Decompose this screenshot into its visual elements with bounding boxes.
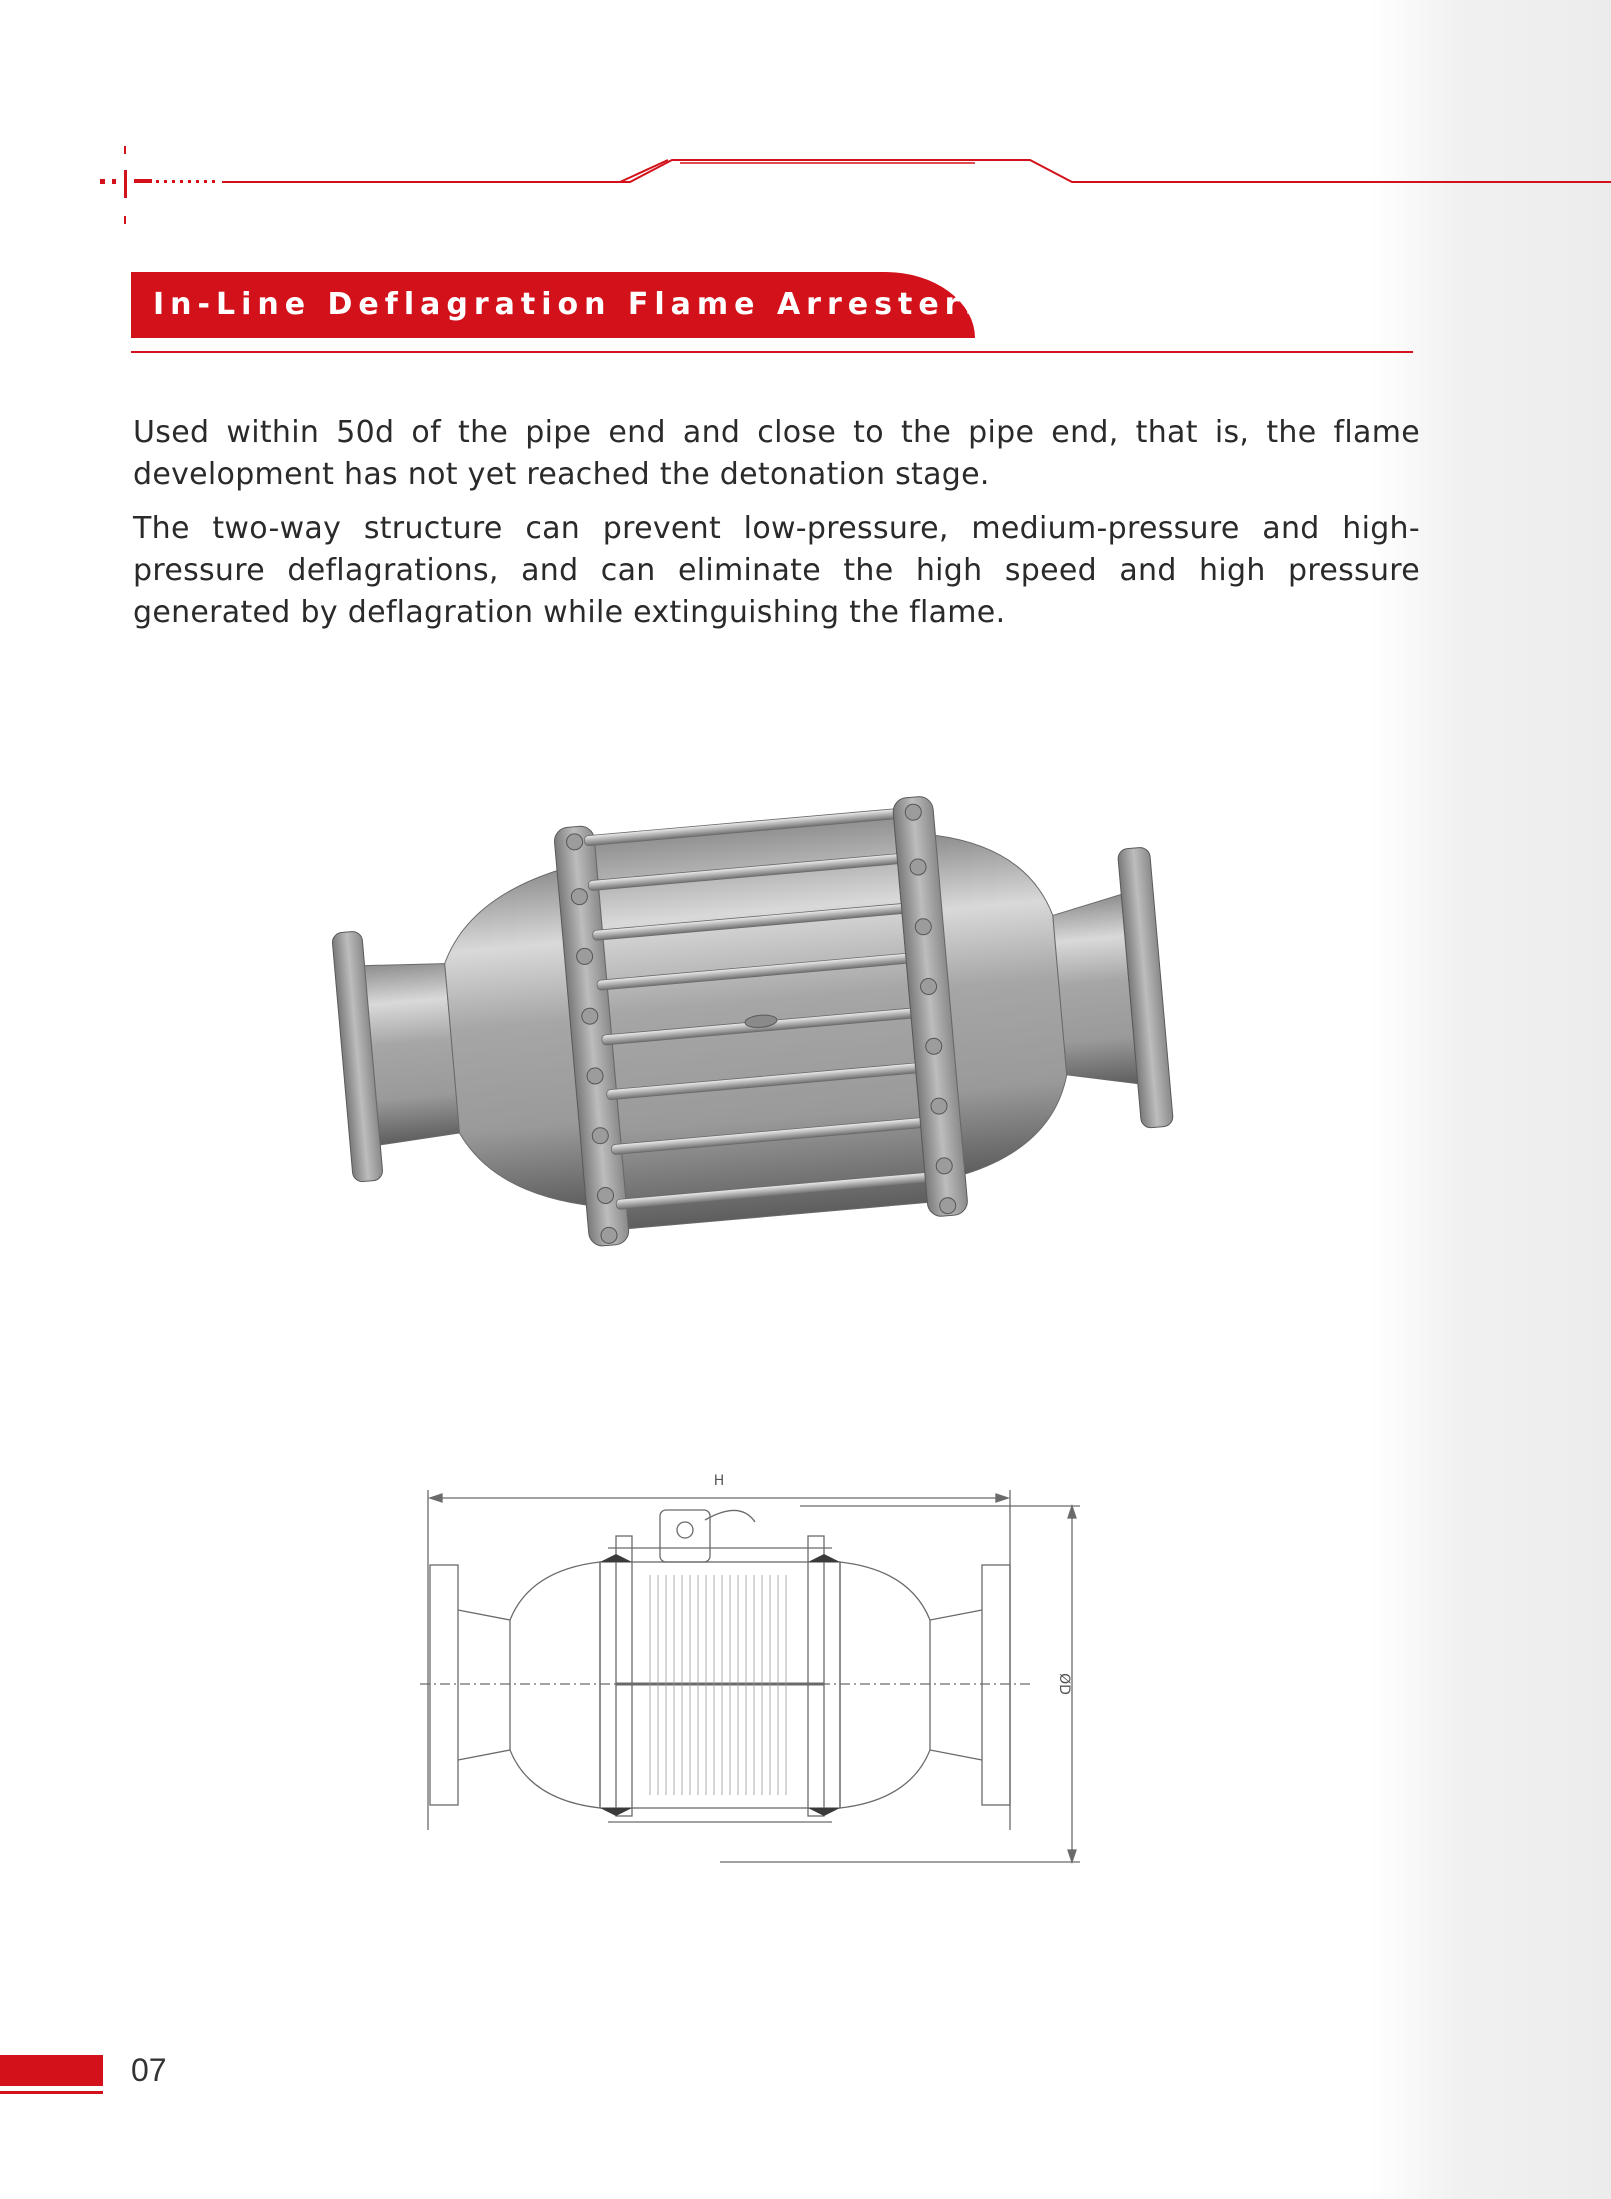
page-number-underline — [0, 2091, 103, 2094]
dimension-label-h: H — [713, 1473, 725, 1489]
description-paragraph-1: Used within 50d of the pipe end and close to the pipe end, that is, the flame development has not yet reached the detonation stage. — [133, 415, 1420, 492]
side-background-band — [1370, 0, 1611, 2199]
section-title: In-Line Deflagration Flame Arresters — [131, 272, 975, 338]
technical-drawing — [420, 1450, 1120, 1930]
page-number: 07 — [131, 2052, 167, 2088]
dimension-label-d: ØD — [1056, 1673, 1072, 1695]
title-underline — [131, 351, 1413, 353]
page-number-bar — [0, 2055, 103, 2086]
header-decoration — [0, 130, 1611, 250]
description-paragraph-2: The two-way structure can prevent low-pressure, medium-pressure and high-pressure deflagrations, and can eliminate the high speed and high pressure generated by deflagration while extinguishing the flame. — [133, 511, 1420, 630]
product-photo — [330, 740, 1220, 1280]
